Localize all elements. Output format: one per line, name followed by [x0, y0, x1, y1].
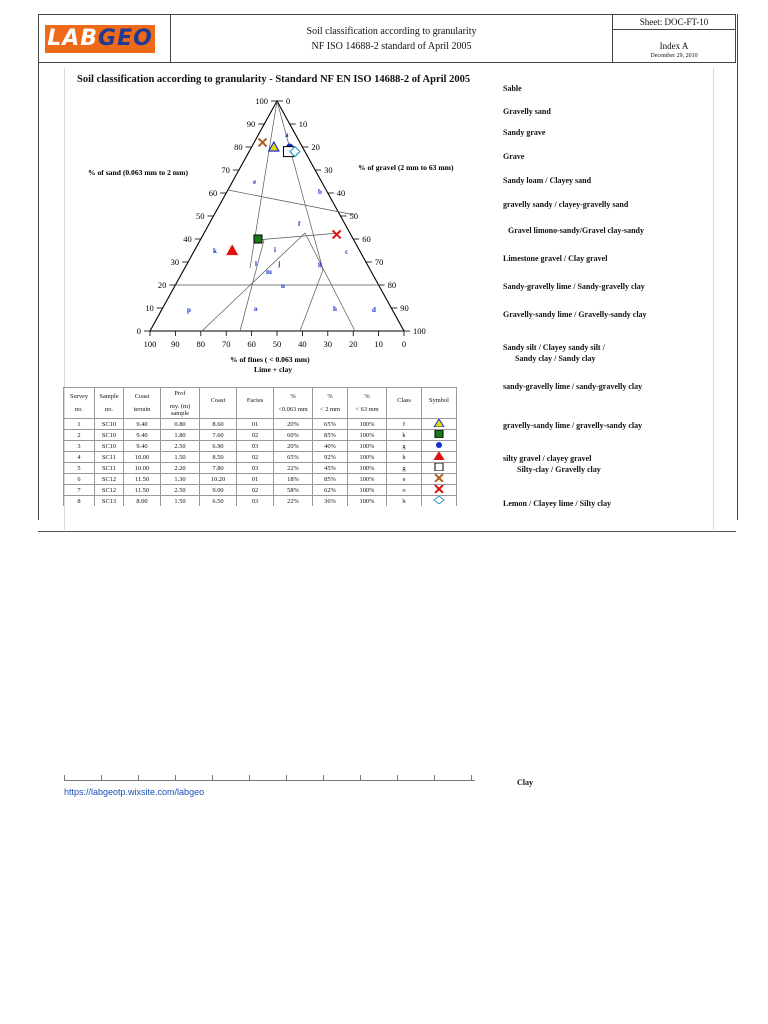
- zone-label-p: p: [187, 306, 191, 314]
- zone-label-e: e: [253, 178, 257, 186]
- bottom-tick-label: 60: [247, 339, 256, 349]
- legend-item: Grave: [503, 152, 525, 161]
- table-cell: 8.60: [200, 419, 237, 430]
- bottom-tick-label: 0: [401, 339, 407, 349]
- table-symbol-cell: [422, 485, 457, 496]
- table-header-line2: terrain: [133, 406, 151, 413]
- table-row: [64, 474, 457, 485]
- table-cell: 6: [64, 474, 95, 485]
- legend-item: Sandy loam / Clayey sand: [503, 176, 592, 185]
- table-symbol-cell: [422, 430, 457, 441]
- legend-item: Gravelly-sandy lime / Gravelly-sandy clay: [503, 310, 647, 319]
- left-tick-label: 40: [183, 234, 192, 244]
- logo-lab-text: LAB: [47, 26, 99, 51]
- page-divider: [38, 531, 736, 532]
- zone-label-c: c: [345, 248, 349, 256]
- table-cell: k: [387, 452, 422, 463]
- table-cell: 1.80: [161, 430, 200, 441]
- table-cell: 02: [237, 485, 274, 496]
- table-header-cell: [274, 388, 313, 419]
- table-row: [64, 430, 457, 441]
- zone-label-i: i: [274, 246, 276, 254]
- left-tick-label: 20: [157, 280, 167, 290]
- table-cell: k: [387, 430, 422, 441]
- table-cell: 45%: [313, 463, 348, 474]
- right-tick-label: 70: [374, 257, 384, 267]
- table-header-line2: < 2 mm: [320, 406, 340, 413]
- table-cell: 22%: [274, 463, 313, 474]
- table-symbol-cell: [422, 452, 457, 463]
- footer-url-link[interactable]: https://labgeotp.wixsite.com/labgeo: [64, 787, 205, 797]
- left-tick-label: 80: [234, 142, 243, 152]
- table-header-line2: <0.063 mm: [278, 406, 308, 413]
- zone-line-8: [300, 270, 323, 331]
- table-row: [64, 452, 457, 463]
- table-cell: 100%: [348, 496, 387, 507]
- table-row: [64, 419, 457, 430]
- zone-label-h: h: [333, 305, 337, 313]
- table-cell: 7: [64, 485, 95, 496]
- table-cell: 2.50: [161, 441, 200, 452]
- table-header-cell: [200, 388, 237, 419]
- sand-axis-label: % of sand (0.063 mm to 2 mm): [88, 168, 188, 177]
- table-cell: 85%: [313, 474, 348, 485]
- table-cell: SC10: [95, 419, 124, 430]
- right-tick-label: 50: [349, 211, 358, 221]
- bottom-tick-label: 50: [272, 339, 282, 349]
- legend-item: Sandy-gravelly lime / Sandy-gravelly clay: [503, 282, 645, 291]
- table-cell: g: [387, 463, 422, 474]
- table-header-cell: [64, 388, 95, 419]
- bottom-tick-label: 40: [298, 339, 307, 349]
- symbol-square-green-icon: [433, 430, 445, 438]
- table-cell: 60%: [274, 430, 313, 441]
- table-header-line1: Survey: [69, 393, 89, 400]
- left-tick-label: 90: [246, 119, 256, 129]
- zone-label-f: f: [298, 220, 301, 228]
- data-point-4: [227, 246, 237, 255]
- table-header-line1: Coast: [134, 393, 150, 400]
- table-header-line1: %: [290, 393, 296, 400]
- zone-label-m: m: [266, 268, 272, 276]
- table-cell: 5: [64, 463, 95, 474]
- table-cell: SC11: [95, 463, 124, 474]
- table-cell: 03: [237, 496, 274, 507]
- chart-title: Soil classification according to granularity - Standard NF EN ISO 14688-2 of April 2005: [77, 74, 471, 85]
- table-header-line1: %: [364, 393, 370, 400]
- table-cell: 1: [64, 419, 95, 430]
- table-header-cell: [161, 388, 200, 419]
- table-cell: e: [387, 474, 422, 485]
- table-cell: 40%: [313, 441, 348, 452]
- header-title-line2: NF ISO 14688-2 standard of April 2005: [311, 40, 472, 52]
- table-cell: 100%: [348, 452, 387, 463]
- table-cell: o: [387, 485, 422, 496]
- table-header-line2: < 63 mm: [355, 406, 379, 413]
- bottom-tick-label: 20: [348, 339, 358, 349]
- table-header-line1: Facies: [246, 396, 264, 404]
- legend-item: Sandy clay / Sandy clay: [515, 354, 596, 363]
- table-cell: 85%: [313, 430, 348, 441]
- legend-item: Lemon / Clayey lime / Silty clay: [503, 499, 611, 508]
- data-point-2: [254, 235, 262, 243]
- sheet-date: December 29, 2010: [650, 53, 698, 59]
- gravel-axis-label: % of gravel (2 mm to 63 mm): [358, 163, 454, 172]
- table-header-line2: no.: [75, 406, 83, 413]
- bottom-tick-label: 70: [221, 339, 231, 349]
- table-cell: 11.50: [124, 474, 161, 485]
- table-cell: 100%: [348, 463, 387, 474]
- table-cell: 100%: [348, 419, 387, 430]
- left-tick-label: 100: [255, 96, 268, 106]
- left-tick-label: 50: [196, 211, 205, 221]
- table-cell: 10.00: [124, 463, 161, 474]
- zone-label-a: a: [285, 131, 289, 139]
- table-cell: 100%: [348, 485, 387, 496]
- table-cell: 1.50: [161, 452, 200, 463]
- table-cell: 7.60: [200, 430, 237, 441]
- table-header-line1: Prof: [174, 389, 186, 397]
- table-cell: 7.80: [200, 463, 237, 474]
- bottom-tick-label: 90: [171, 339, 180, 349]
- table-cell: SC11: [95, 452, 124, 463]
- table-header-cell: [348, 388, 387, 419]
- right-tick-label: 80: [387, 280, 397, 290]
- fines-axis-label: % of fines ( < 0.063 mm): [230, 355, 310, 364]
- table-cell: 100%: [348, 441, 387, 452]
- table-cell: 22%: [274, 496, 313, 507]
- triangle-outline: [150, 101, 404, 331]
- table-cell: 1.50: [161, 496, 200, 507]
- symbol-square-icon: [433, 463, 445, 471]
- fines-axis-sublabel: Lime + clay: [254, 365, 293, 374]
- left-tick-label: 70: [221, 165, 230, 175]
- bottom-tick-label: 30: [323, 339, 333, 349]
- legend-item: Silty-clay / Gravelly clay: [517, 465, 601, 474]
- table-header-line2: my. (m) sample: [169, 402, 191, 417]
- table-row: [64, 441, 457, 452]
- table-row: [64, 496, 457, 507]
- right-tick-label: 30: [324, 165, 333, 175]
- table-cell: 9.00: [200, 485, 237, 496]
- table-header-cell: [387, 388, 422, 419]
- table-cell: 92%: [313, 452, 348, 463]
- zone-label-n: n: [281, 282, 285, 290]
- right-tick-label: 100: [413, 326, 426, 336]
- footer-clay-label: Clay: [517, 778, 533, 787]
- data-point-7: [333, 230, 341, 238]
- table-cell: f: [387, 419, 422, 430]
- table-header-line1: Coast: [210, 396, 226, 404]
- zone-line-2: [256, 233, 340, 240]
- table-cell: 3: [64, 441, 95, 452]
- zone-label-d: d: [372, 306, 376, 314]
- table-cell: SC10: [95, 441, 124, 452]
- zone-label-b: b: [318, 188, 322, 196]
- symbol-triangle-icon: [433, 452, 445, 460]
- logo-geo-text: GEO: [98, 26, 153, 51]
- right-tick-label: 40: [336, 188, 346, 198]
- table-header-cell: [422, 388, 457, 419]
- table-cell: 03: [237, 463, 274, 474]
- table-cell: SC12: [95, 474, 124, 485]
- sheet-index: Index A: [659, 41, 689, 51]
- table-cell: 8: [64, 496, 95, 507]
- table-cell: h: [387, 496, 422, 507]
- table-cell: 2: [64, 430, 95, 441]
- bottom-tick-label: 100: [143, 339, 157, 349]
- data-point-6: [259, 138, 267, 146]
- table-header-row: [64, 388, 457, 419]
- legend-item: Limestone gravel / Clay gravel: [503, 254, 608, 263]
- table-cell: 6.90: [200, 441, 237, 452]
- table-cell: 65%: [274, 452, 313, 463]
- table-cell: 2.50: [161, 485, 200, 496]
- table-cell: 18%: [274, 474, 313, 485]
- table-symbol-cell: [422, 441, 457, 452]
- legend-item: silty gravel / clayey gravel: [503, 454, 592, 463]
- table-header-cell: [313, 388, 348, 419]
- table-cell: 20%: [274, 419, 313, 430]
- table-row: [64, 463, 457, 474]
- table-cell: 9.40: [124, 430, 161, 441]
- table-header-line1: Sample: [99, 393, 119, 400]
- header-title-line1: Soil classification according to granularity: [306, 25, 477, 37]
- legend-item: Sandy silt / Clayey sandy silt /: [503, 343, 605, 352]
- table-cell: 6.50: [200, 496, 237, 507]
- symbol-x-icon: [433, 474, 445, 482]
- table-cell: 8.50: [200, 452, 237, 463]
- table-cell: 8.00: [124, 496, 161, 507]
- sheet-number: Sheet: DOC-FT-10: [613, 15, 735, 30]
- table-cell: 10.00: [124, 452, 161, 463]
- table-header-line2: no.: [105, 406, 113, 413]
- right-tick-label: 20: [311, 142, 320, 152]
- zone-label-g: g: [318, 260, 322, 268]
- zone-label-l: l: [255, 260, 257, 268]
- legend-item: gravelly sandy / clayey-gravelly sand: [503, 200, 629, 209]
- table-cell: 4: [64, 452, 95, 463]
- zone-label-k: k: [213, 247, 217, 255]
- table-cell: 2.20: [161, 463, 200, 474]
- table-symbol-cell: [422, 463, 457, 474]
- table-cell: SC10: [95, 430, 124, 441]
- table-cell: 10.20: [200, 474, 237, 485]
- zone-label-j: j: [278, 260, 281, 268]
- table-header-line1: Class: [397, 396, 411, 404]
- table-cell: 20%: [274, 441, 313, 452]
- table-header-cell: [95, 388, 124, 419]
- table-symbol-cell: [422, 474, 457, 485]
- table-cell: 01: [237, 474, 274, 485]
- symbol-x-icon: [433, 485, 445, 493]
- table-symbol-cell: [422, 419, 457, 430]
- legend-item: gravelly-sandy lime / gravelly-sandy clay: [503, 421, 643, 430]
- table-cell: 62%: [313, 485, 348, 496]
- footer-ruler: [64, 775, 475, 781]
- table-cell: 65%: [313, 419, 348, 430]
- table-cell: 03: [237, 441, 274, 452]
- symbol-diamond-icon: [433, 496, 445, 504]
- table-row: [64, 485, 457, 496]
- table-cell: 02: [237, 430, 274, 441]
- bottom-tick-label: 10: [374, 339, 383, 349]
- symbol-circle-icon: [433, 441, 445, 449]
- right-tick-label: 10: [298, 119, 308, 129]
- table-cell: 0.80: [161, 419, 200, 430]
- table-cell: 58%: [274, 485, 313, 496]
- right-tick-label: 60: [362, 234, 371, 244]
- legend-item: sandy-gravelly lime / sandy-gravelly clay: [503, 382, 643, 391]
- zone-label-o: o: [254, 305, 258, 313]
- table-header-line1: Symbol: [429, 396, 449, 404]
- table-cell: 02: [237, 452, 274, 463]
- right-tick-label: 90: [400, 303, 409, 313]
- table-cell: 01: [237, 419, 274, 430]
- bottom-tick-label: 80: [196, 339, 206, 349]
- right-tick-label: 0: [286, 96, 291, 106]
- table-cell: 9.40: [124, 419, 161, 430]
- table-symbol-cell: [422, 496, 457, 507]
- legend-item: Sandy grave: [503, 128, 546, 137]
- left-tick-label: 30: [170, 257, 180, 267]
- table-cell: 100%: [348, 474, 387, 485]
- table-header-cell: [237, 388, 274, 419]
- legend-item: Gravel limono-sandy/Gravel clay-sandy: [508, 226, 644, 235]
- table-cell: 100%: [348, 430, 387, 441]
- left-tick-label: 60: [208, 188, 218, 198]
- samples-table: [63, 387, 457, 506]
- table-header-cell: [124, 388, 161, 419]
- table-cell: 1.30: [161, 474, 200, 485]
- table-cell: g: [387, 441, 422, 452]
- table-cell: 11.50: [124, 485, 161, 496]
- legend-item: Gravelly sand: [503, 107, 551, 116]
- table-header-line1: %: [327, 393, 333, 400]
- table-cell: SC12: [95, 485, 124, 496]
- table-cell: SC13: [95, 496, 124, 507]
- table-cell: 9.40: [124, 441, 161, 452]
- legend-item: Sable: [503, 84, 522, 93]
- left-tick-label: 10: [145, 303, 154, 313]
- table-cell: 36%: [313, 496, 348, 507]
- left-tick-label: 0: [136, 326, 141, 336]
- symbol-triangle-icon: [433, 419, 445, 427]
